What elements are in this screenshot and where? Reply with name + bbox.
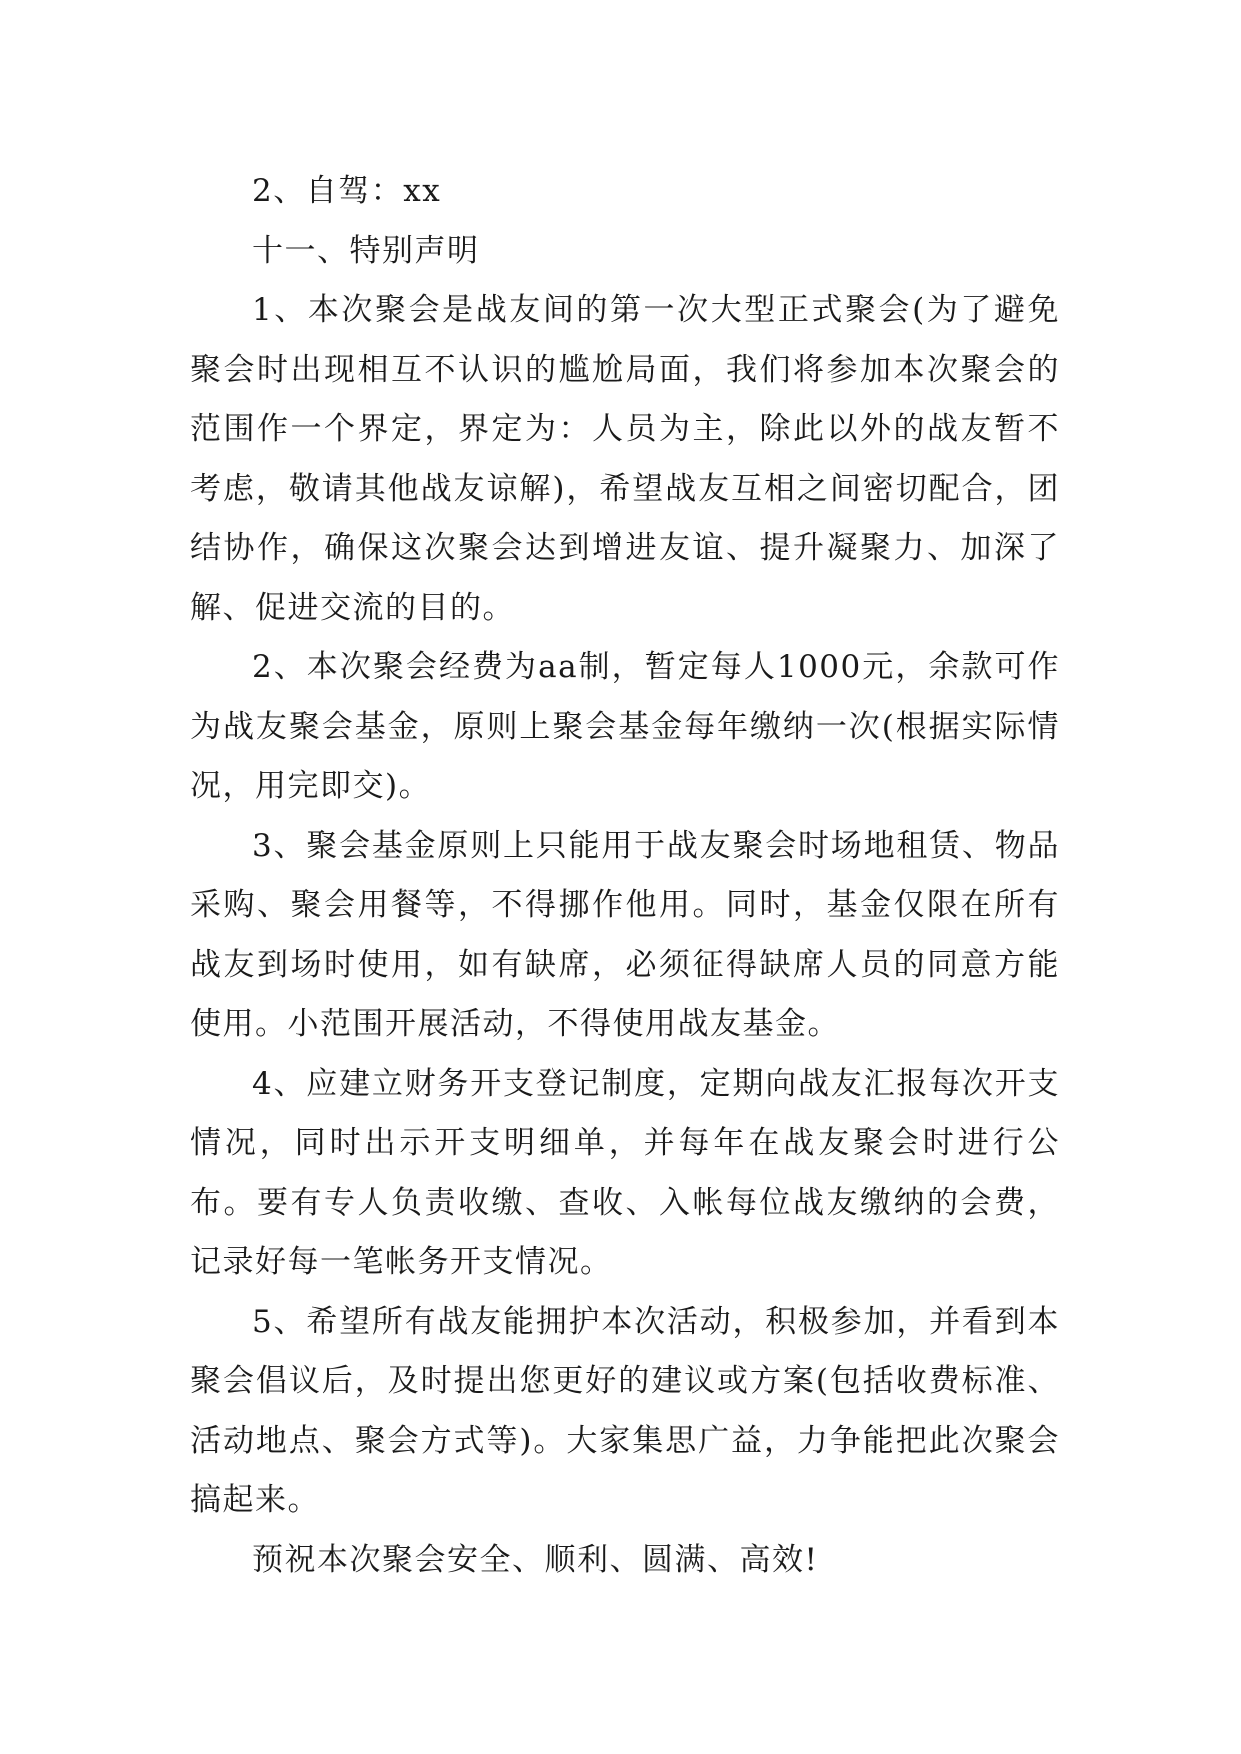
paragraph-item-4: 4、应建立财务开支登记制度，定期向战友汇报每次开支情况，同时出示开支明细单，并每年在战友聚会时进行公布。要有专人负责收缴、查收、入帐每位战友缴纳的会费，记录好每一笔帐务开支情况。	[190, 1065, 1060, 1280]
document-body	[190, 162, 1060, 1590]
paragraph-item-1: 1、本次聚会是战友间的第一次大型正式聚会(为了避免聚会时出现相互不认识的尴尬局面，我们将参加本次聚会的范围作一个界定，界定为：人员为主，除此以外的战友暂不考虑，敬请其他战友谅解)，希望战友互相之间密切配合，团结协作，确保这次聚会达到增进友谊、提升凝聚力、加深了解、促进交流的目的。	[190, 292, 1060, 626]
paragraph-item-3: 3、聚会基金原则上只能用于战友聚会时场地租赁、物品采购、聚会用餐等，不得挪作他用。同时，基金仅限在所有战友到场时使用，如有缺席，必须征得缺席人员的同意方能使用。小范围开展活动，不得使用战友基金。	[190, 827, 1060, 1042]
paragraph-self-drive: 2、自驾：xx	[252, 173, 442, 209]
closing-wish: 预祝本次聚会安全、顺利、圆满、高效!	[252, 1541, 819, 1578]
section-heading-special-statement: 十一、特别声明	[252, 232, 480, 269]
paragraph-item-5: 5、希望所有战友能拥护本次活动，积极参加，并看到本聚会倡议后，及时提出您更好的建议或方案(包括收费标准、活动地点、聚会方式等)。大家集思广益，力争能把此次聚会搞起来。	[190, 1303, 1060, 1518]
paragraph-item-2: 2、本次聚会经费为aa制，暂定每人1000元，余款可作为战友聚会基金，原则上聚会基金每年缴纳一次(根据实际情况，用完即交)。	[190, 649, 1060, 804]
